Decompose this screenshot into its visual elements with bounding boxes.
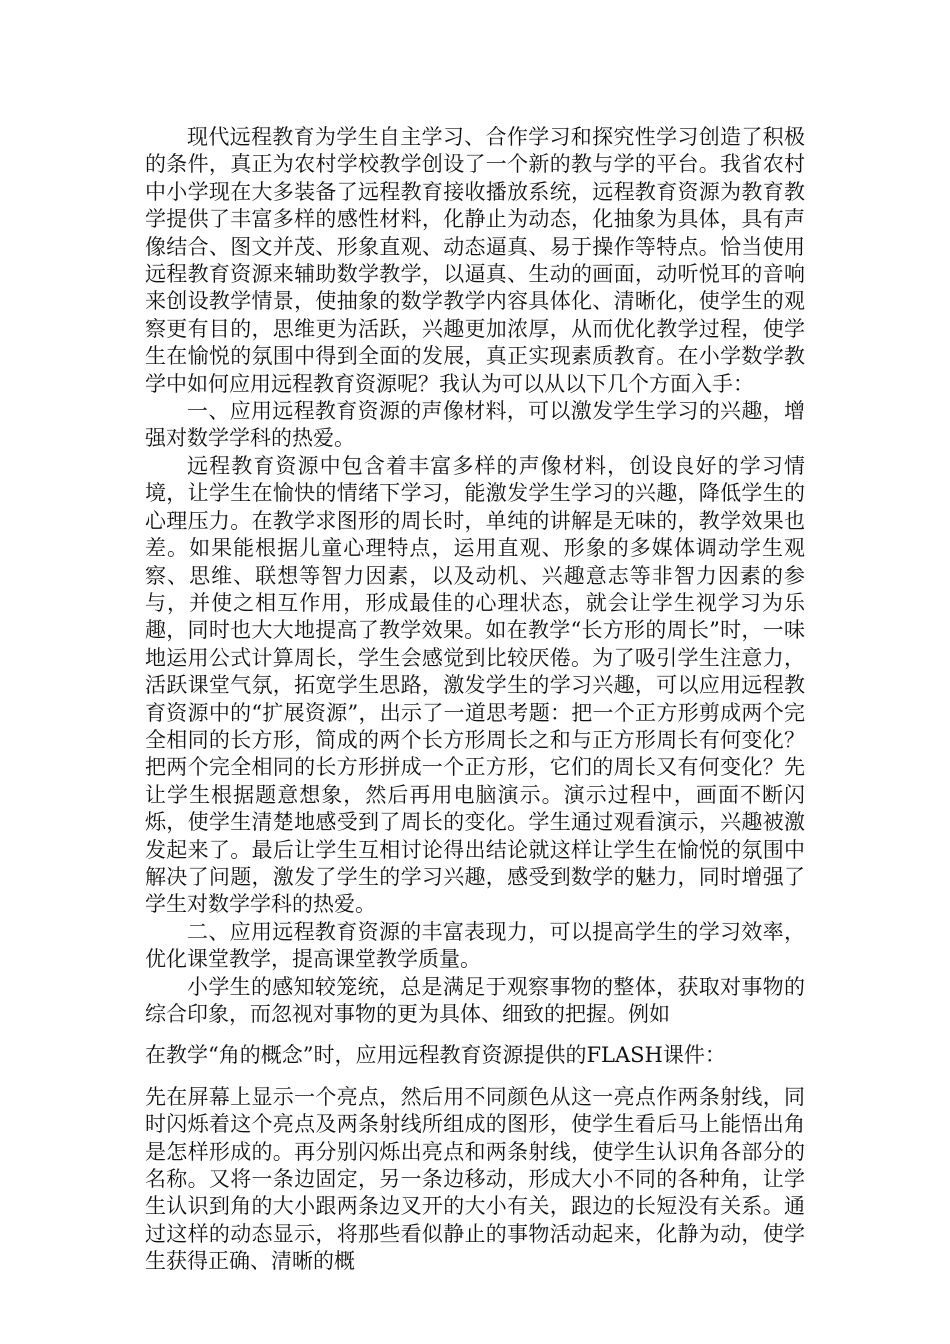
section-heading-one: 一、应用远程教育资源的声像材料，可以激发学生学习的兴趣，增强对数学学科的热爱。 (145, 399, 805, 451)
paragraph-section-one: 远程教育资源中包含着丰富多样的声像材料，创设良好的学习情境，让学生在愉快的情绪下学习，能激发学生学习的兴趣，降低学生的心理压力。在教学求图形的周长时，单纯的讲解是无味的，教学效果也差。如果能根据儿童心理特点，运用直观、形象的多媒体调动学生观察、思维、联想等智力因素，以及动机、兴趣意志等非智力因素的参与，并使之相互作用，形成最佳的心理状态，就会让学生视学习为乐趣，同时也大大地提高了教学效果。如在教学“长方形的周长”时，一味地运用公式计算周长，学生会感觉到比较厌倦。为了吸引学生注意力，活跃课堂气氛，拓宽学生思路，激发学生的学习兴趣，可以应用远程教育资源中的“扩展资源”，出示了一道思考题：把一个正方形剪成两个完全相同的长方形，简成的两个长方形周长之和与正方形周长有何变化？把两个完全相同的长方形拼成一个正方形，它们的周长又有何变化？先让学生根据题意想象，然后再用电脑演示。演示过程中，画面不断闪烁，使学生清楚地感受到了周长的变化。学生通过观看演示，兴趣被激发起来了。最后让学生互相讨论得出结论就这样让学生在愉悦的氛围中解决了问题，激发了学生的学习兴趣，感受到数学的魅力，同时增强了学生对数学学科的热爱。 (145, 453, 805, 917)
section-heading-two: 二、应用远程教育资源的丰富表现力，可以提高学生的学习效率，优化课堂教学，提高课堂教学质量。 (145, 919, 805, 972)
paragraph-section-two-start: 小学生的感知较笼统，总是满足于观察事物的整体，获取对事物的综合印象，而忽视对事物的更为具体、细致的把握。例如 (145, 974, 805, 1026)
paragraph-section-two-continued: 先在屏幕上显示一个亮点，然后用不同颜色从这一亮点作两条射线，同时闪烁着这个亮点及两条射线所组成的图形，使学生看后马上能悟出角是怎样形成的。再分别闪烁出亮点和两条射线，使学生认识角各部分的名称。又将一条边固定，另一条边移动，形成大小不同的各种角，让学生认识到角的大小跟两条边叉开的大小有关，跟边的长短没有关系。通过这样的动态显示，将那些看似静止的事物活动起来，化静为动，使学生获得正确、清晰的概 (145, 1084, 805, 1274)
document-page (145, 124, 805, 1276)
paragraph-flash-line: 在教学“角的概念”时，应用远程教育资源提供的FLASH课件： (145, 1043, 726, 1068)
paragraph-intro: 现代远程教育为学生自主学习、合作学习和探究性学习创造了积极的条件，真正为农村学校教学创设了一个新的教与学的平台。我省农村中小学现在大多装备了远程教育接收播放系统，远程教育资源为教育教学提供了丰富多样的感性材料，化静止为动态，化抽象为具体，具有声像结合、图文并茂、形象直观、动态逼真、易于操作等特点。恰当使用远程教育资源来辅助数学教学，以逼真、生动的画面，动听悦耳的音响来创设教学情景，使抽象的数学教学内容具体化、清晰化，使学生的观察更有目的，思维更为活跃，兴趣更加浓厚，从而优化教学过程，使学生在愉悦的氛围中得到全面的发展，真正实现素质教育。在小学数学教学中如何应用远程教育资源呢？我认为可以从以下几个方面入手： (145, 125, 805, 396)
